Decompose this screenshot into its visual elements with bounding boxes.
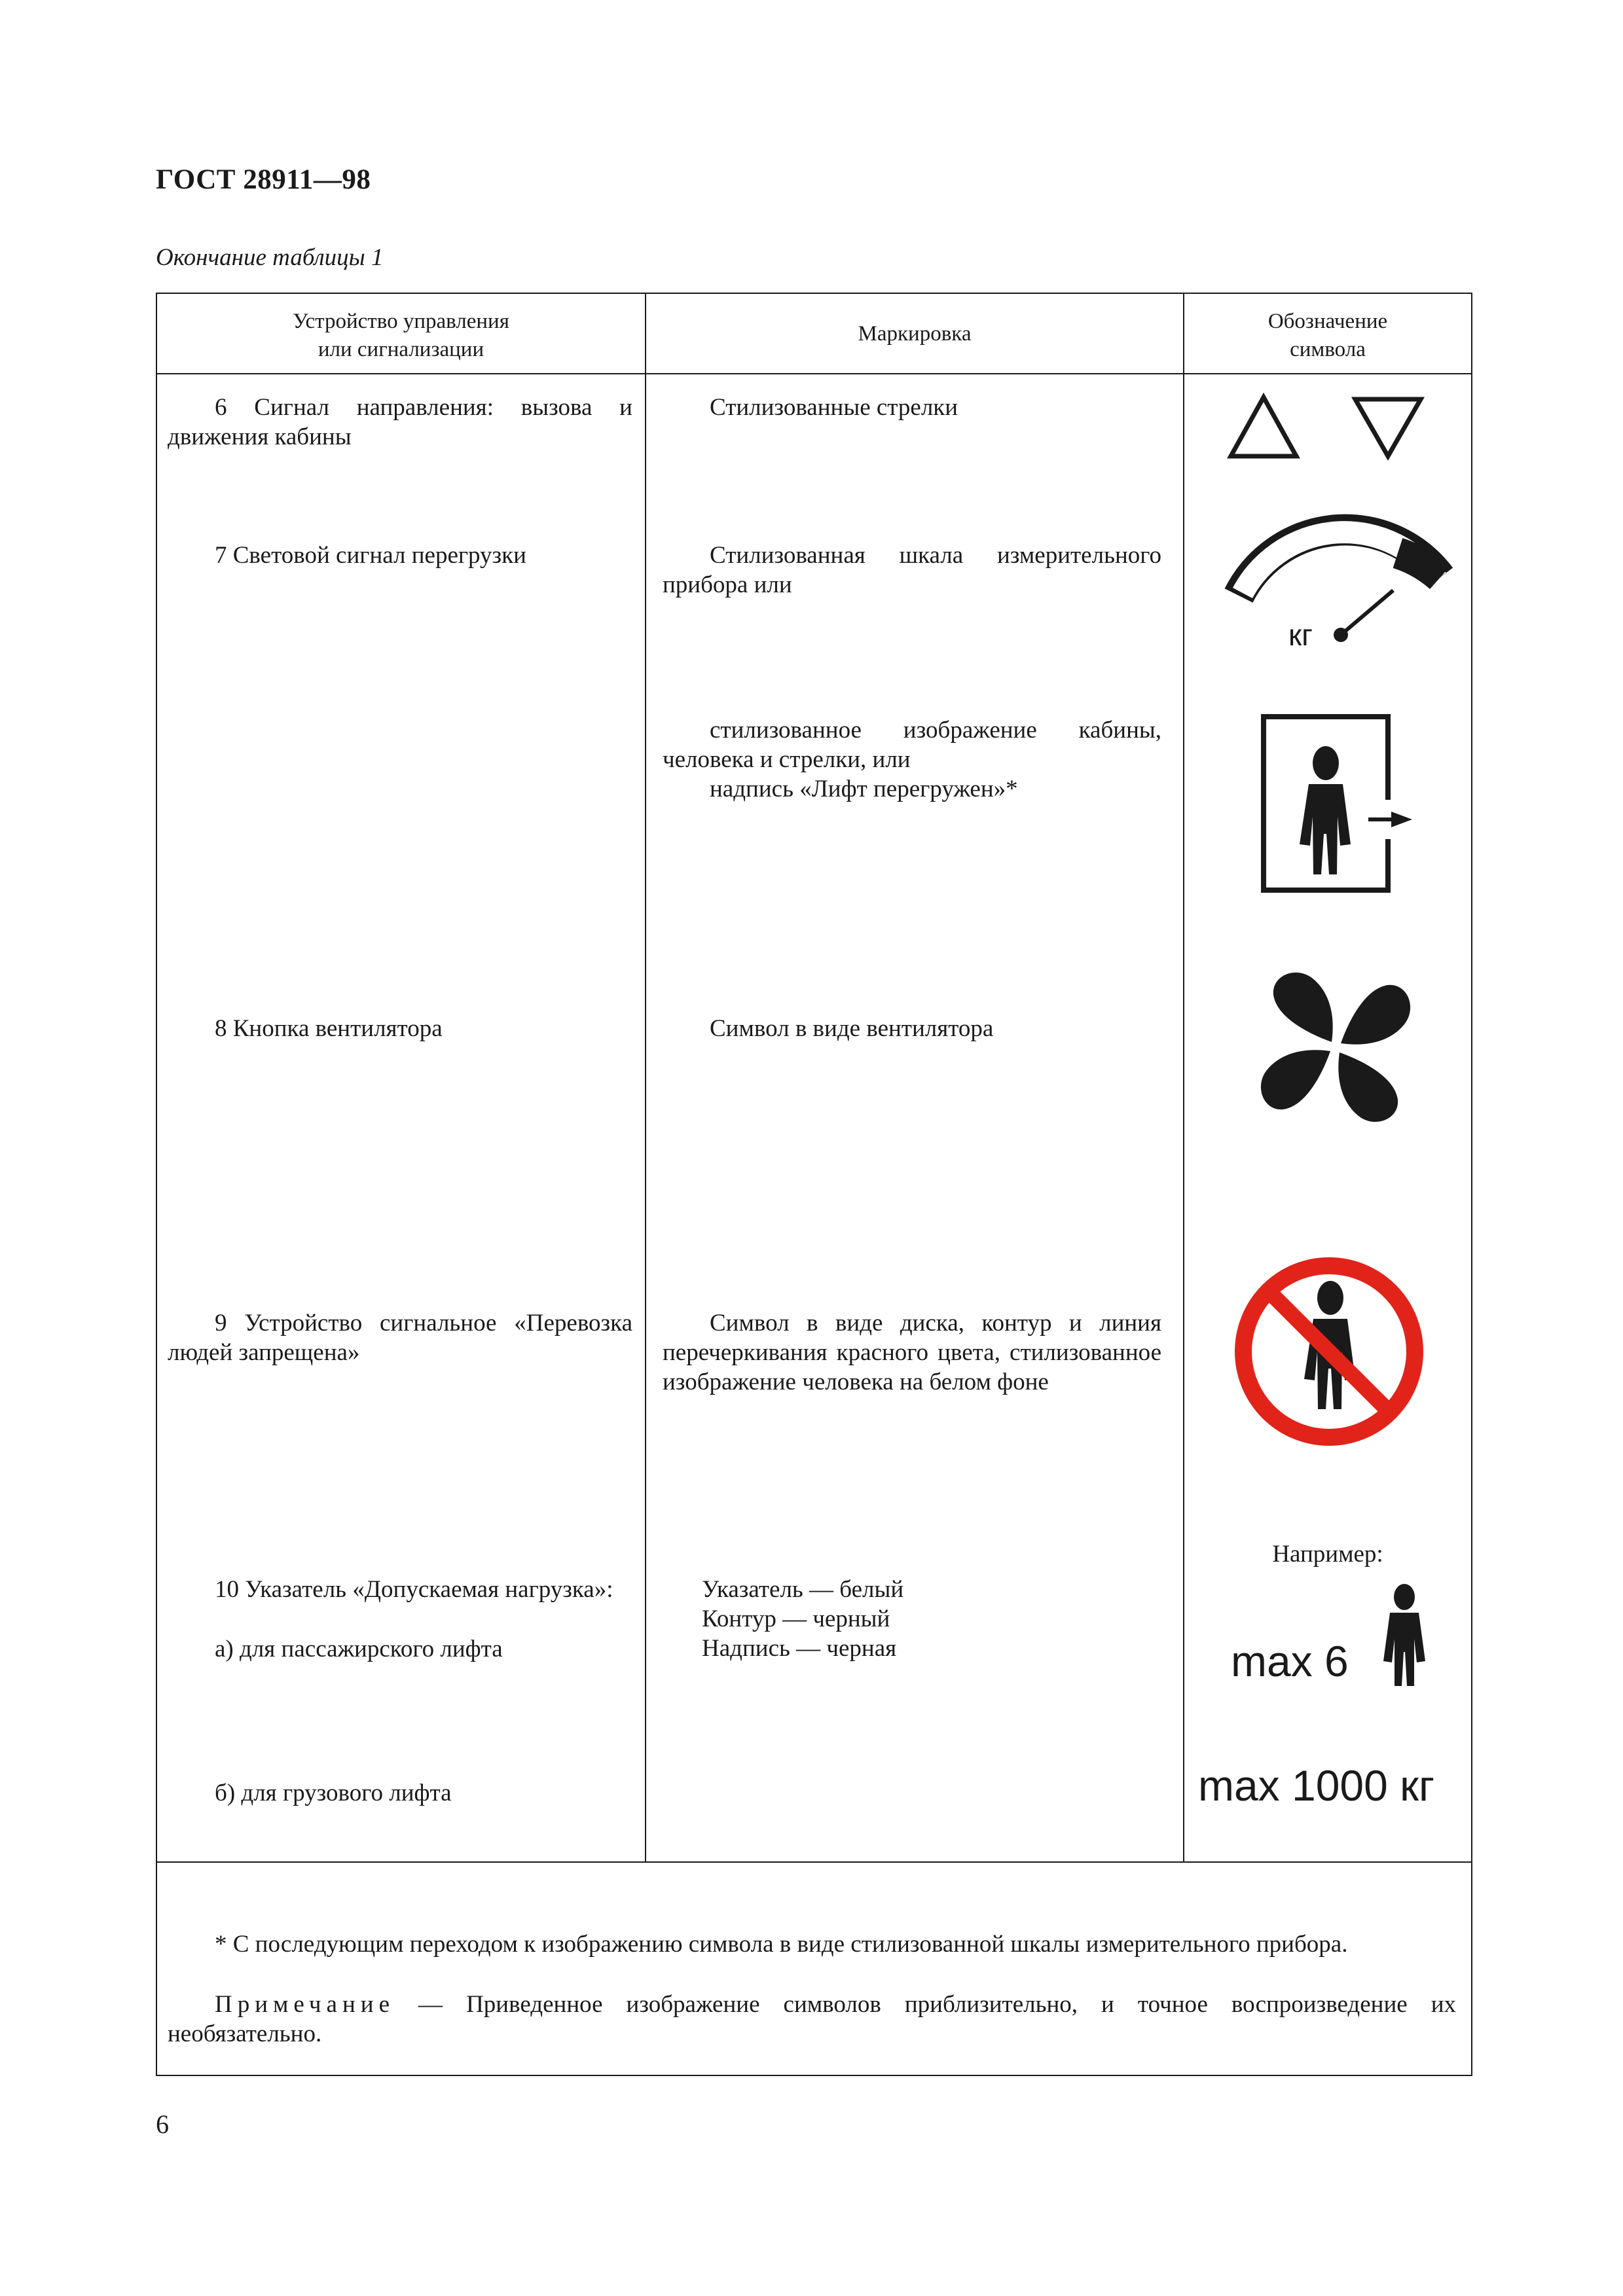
column-header-symbol: Обозначение символа [1267, 310, 1388, 361]
column-divider [645, 293, 646, 1861]
row-8-marking: Символ в виде вентилятора [710, 1015, 994, 1042]
gauge-kg-icon [1218, 517, 1467, 661]
row-9-device: 9 Устройство сигнальное «Перевозка людей запрещена» [168, 1310, 632, 1366]
row-7-marking-alt: стилизованное изображение кабины, человека и стрелки, или [663, 717, 1161, 773]
row-9-marking: Символ в виде диска, контур и линия перечеркивания красного цвета, стилизованное изображение человека на белом фоне [663, 1310, 1161, 1395]
max-load-label: max 1000 кг [1198, 1761, 1435, 1810]
footnote-text: * С последующим переходом к изображению символа в виде стилизованной шкалы измерительного прибора. [215, 1931, 1348, 1958]
row-6-device: 6 Сигнал направления: вызова и движения кабины [168, 394, 632, 450]
row-6-marking: Стилизованные стрелки [710, 394, 958, 421]
no-people-icon [1231, 1253, 1427, 1450]
cabin-person-arrow-icon [1260, 713, 1417, 897]
row-8-device: 8 Кнопка вентилятора [215, 1015, 443, 1042]
footnote-divider [156, 1861, 1472, 1863]
document-title: ГОСТ 28911—98 [156, 164, 371, 195]
max-passengers-label: max 6 [1231, 1637, 1349, 1685]
gauge-kg-label: кг [1288, 618, 1313, 652]
header-divider [156, 373, 1472, 374]
row-7-marking: Стилизованная шкала измерительного прибора или [663, 542, 1161, 598]
row-7-device: 7 Световой сигнал перегрузки [215, 542, 526, 569]
column-divider [1183, 293, 1184, 1861]
person-icon [1378, 1584, 1431, 1689]
table-caption: Окончание таблицы 1 [156, 244, 384, 271]
up-down-triangles-icon [1224, 393, 1440, 465]
column-header-marking: Маркировка [858, 322, 972, 346]
row-10-device-b: б) для грузового лифта [215, 1780, 452, 1806]
row-10-device-a: а) для пассажирского лифта [215, 1636, 503, 1662]
column-header-device: Устройство управления или сигнализации [293, 310, 509, 361]
row-10-marking: Указатель — белый Контур — черный Надпись — черная [702, 1576, 904, 1662]
example-label: Например: [1272, 1541, 1383, 1568]
note-text: Примечание — Приведенное изображение символов приблизительно, и точное воспроизведение их необязательно. [168, 1991, 1456, 2047]
fan-icon [1241, 956, 1431, 1139]
row-7-marking-text: надпись «Лифт перегружен»* [710, 776, 1018, 802]
page-number: 6 [156, 2109, 169, 2139]
row-10-device: 10 Указатель «Допускаемая нагрузка»: [215, 1576, 613, 1603]
